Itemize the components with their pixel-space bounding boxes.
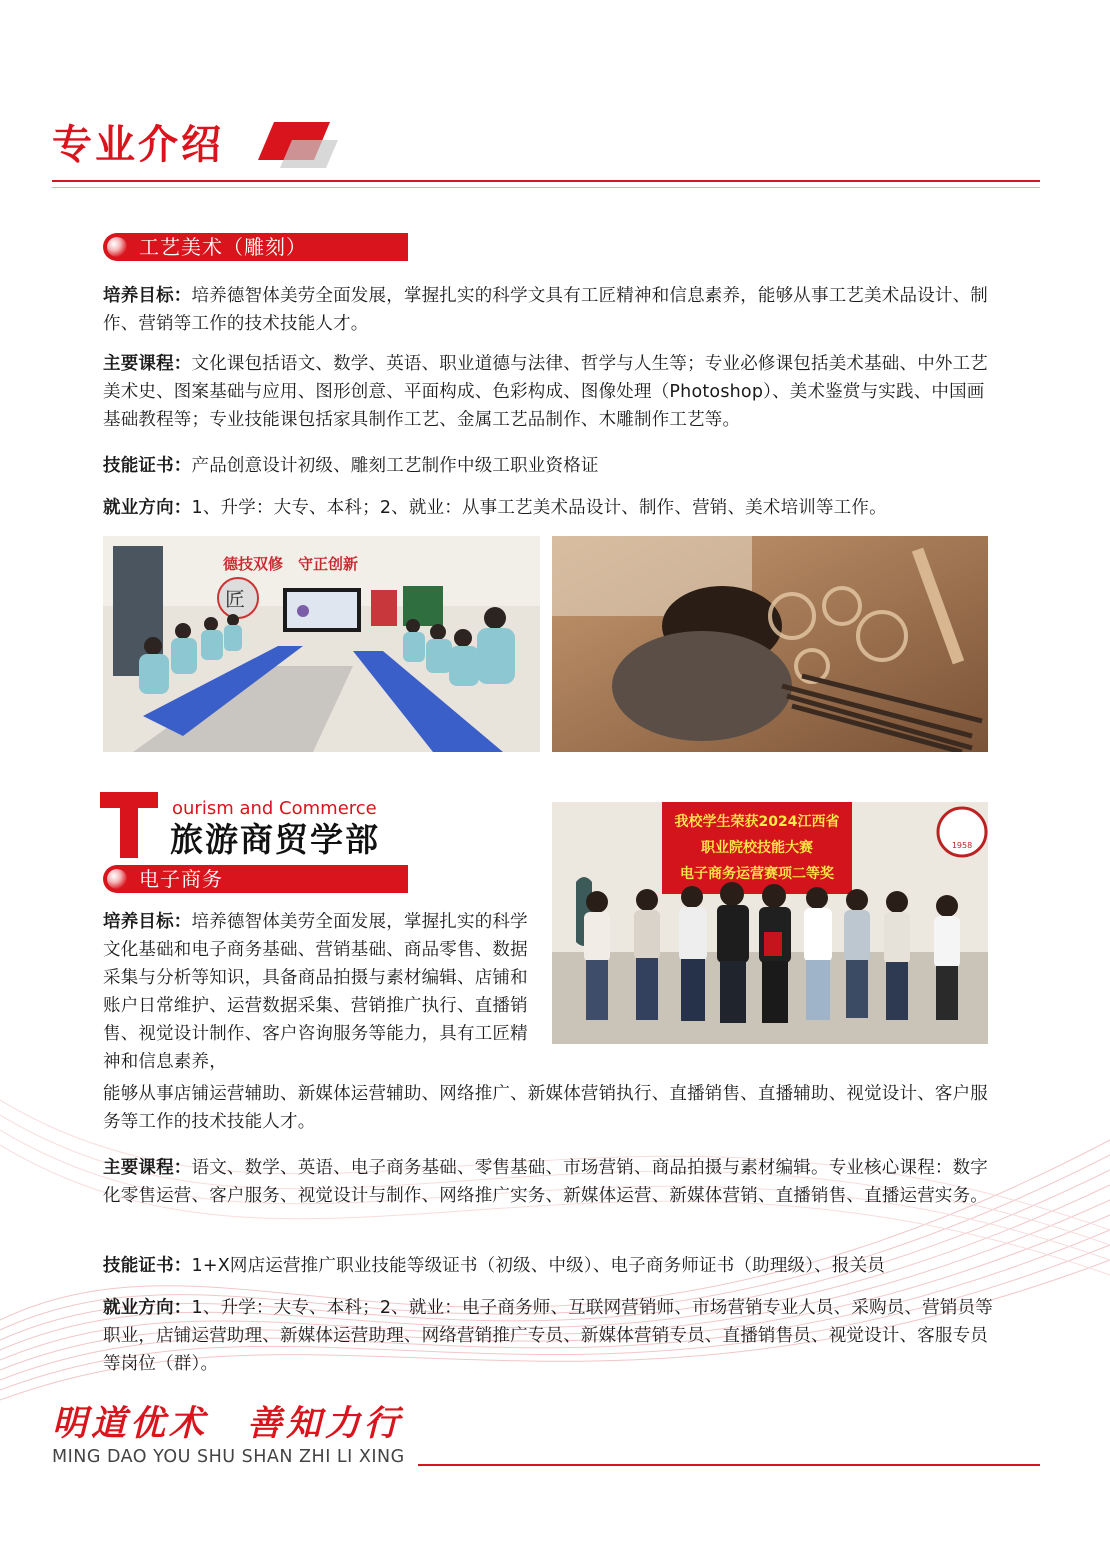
goal-label: 培养目标：: [103, 912, 192, 932]
goal-label: 培养目标：: [103, 286, 192, 306]
section-pill-ecommerce: [103, 865, 408, 893]
job-text: 1、升学：大专、本科；2、就业：从事工艺美术品设计、制作、营销、美术培训等工作。: [191, 498, 887, 518]
ecommerce-cert: [103, 1252, 993, 1280]
cert-label: 技能证书：: [103, 1256, 192, 1276]
crafts-job: [103, 494, 993, 522]
courses-label: 主要课程：: [103, 354, 192, 374]
job-text: 1、升学：大专、本科；2、就业：电子商务师、互联网营销师、市场营销专业人员、采购员、营销员等职业，店铺运营助理、新媒体运营助理、网络营销推广专员、新媒体营销专员、直播销售员、视觉设计、客服专员等岗位（群）。: [103, 1298, 993, 1374]
photo-wall-char: 匠: [225, 587, 245, 611]
job-label: 就业方向：: [103, 498, 192, 518]
section-pill-label: 工艺美术（雕刻）: [139, 235, 307, 259]
award-banner-line3: 电子商务运营赛项二等奖: [680, 866, 834, 882]
crafts-goal: [103, 282, 993, 338]
bullet-ball-icon: [107, 869, 127, 889]
ecommerce-goal-part2: [103, 1080, 993, 1136]
school-slogan-pinyin: MING DAO YOU SHU SHAN ZHI LI XING: [52, 1447, 405, 1467]
goal-text-part2: 能够从事店铺运营辅助、新媒体运营辅助、网络推广、新媒体营销执行、直播销售、直播辅助、视觉设计、客户服务等工作的技术技能人才。: [103, 1084, 988, 1132]
goal-text-part1: 培养德智体美劳全面发展，掌握扎实的科学文化基础和电子商务基础、营销基础、商品零售、数据采集与分析等知识，具备商品拍摄与素材编辑、店铺和账户日常维护、运营数据采集、营销推广执行、直播销售、视觉设计制作、客户咨询服务等能力，具有工匠精神和信息素养，: [103, 912, 528, 1072]
department-english: ourism and Commerce: [172, 798, 377, 819]
ecommerce-goal-part1: [103, 908, 543, 1076]
department-letter-icon: [100, 790, 160, 860]
courses-text: 语文、数学、英语、电子商务基础、零售基础、市场营销、商品拍摄与素材编辑。专业核心课程：数字化零售运营、客户服务、视觉设计与制作、网络推广实务、新媒体运营、新媒体营销、直播销售、直播运营实务。: [103, 1158, 988, 1206]
section-pill-crafts: [103, 233, 408, 261]
classroom-photo: [103, 536, 540, 752]
header-divider-thin: [52, 187, 1040, 188]
courses-label: 主要课程：: [103, 1158, 192, 1178]
award-banner-line2: 职业院校技能大赛: [701, 840, 813, 856]
school-seal-year: 1958: [951, 841, 973, 850]
ecommerce-courses: [103, 1154, 993, 1210]
crafts-courses: [103, 350, 993, 434]
crafts-cert: [103, 452, 993, 480]
cert-text: 产品创意设计初级、雕刻工艺制作中级工职业资格证: [191, 456, 599, 476]
job-label: 就业方向：: [103, 1298, 192, 1318]
ecommerce-job: [103, 1294, 993, 1378]
title-parallelogram-decoration: [252, 118, 342, 170]
footer-divider: [418, 1464, 1040, 1466]
courses-text: 文化课包括语文、数学、英语、职业道德与法律、哲学与人生等；专业必修课包括美术基础、中外工艺美术史、图案基础与应用、图形创意、平面构成、色彩构成、图像处理（Photoshop）、美术鉴赏与实践、中国画基础教程等；专业技能课包括家具制作工艺、金属工艺品制作、木雕制作工艺等。: [103, 354, 988, 430]
section-pill-label: 电子商务: [139, 867, 223, 891]
award-banner-line1: 我校学生荣获2024江西省: [674, 814, 840, 830]
header-divider: [52, 180, 1040, 182]
cert-label: 技能证书：: [103, 456, 192, 476]
department-name: 旅游商贸学部: [170, 820, 380, 859]
school-slogan: 明道优术 善知力行: [52, 1404, 404, 1444]
photo-wall-banner: 德技双修 守正创新: [223, 555, 359, 573]
award-group-photo: [552, 802, 988, 1044]
page-title: 专业介绍: [52, 122, 224, 168]
cert-text: 1+X网店运营推广职业技能等级证书（初级、中级）、电子商务师证书（助理级）、报关员: [191, 1256, 885, 1276]
bullet-ball-icon: [107, 237, 127, 257]
goal-text: 培养德智体美劳全面发展，掌握扎实的科学文具有工匠精神和信息素养，能够从事工艺美术品设计、制作、营销等工作的技术技能人才。: [103, 286, 988, 334]
woodcarving-photo: [552, 536, 988, 752]
